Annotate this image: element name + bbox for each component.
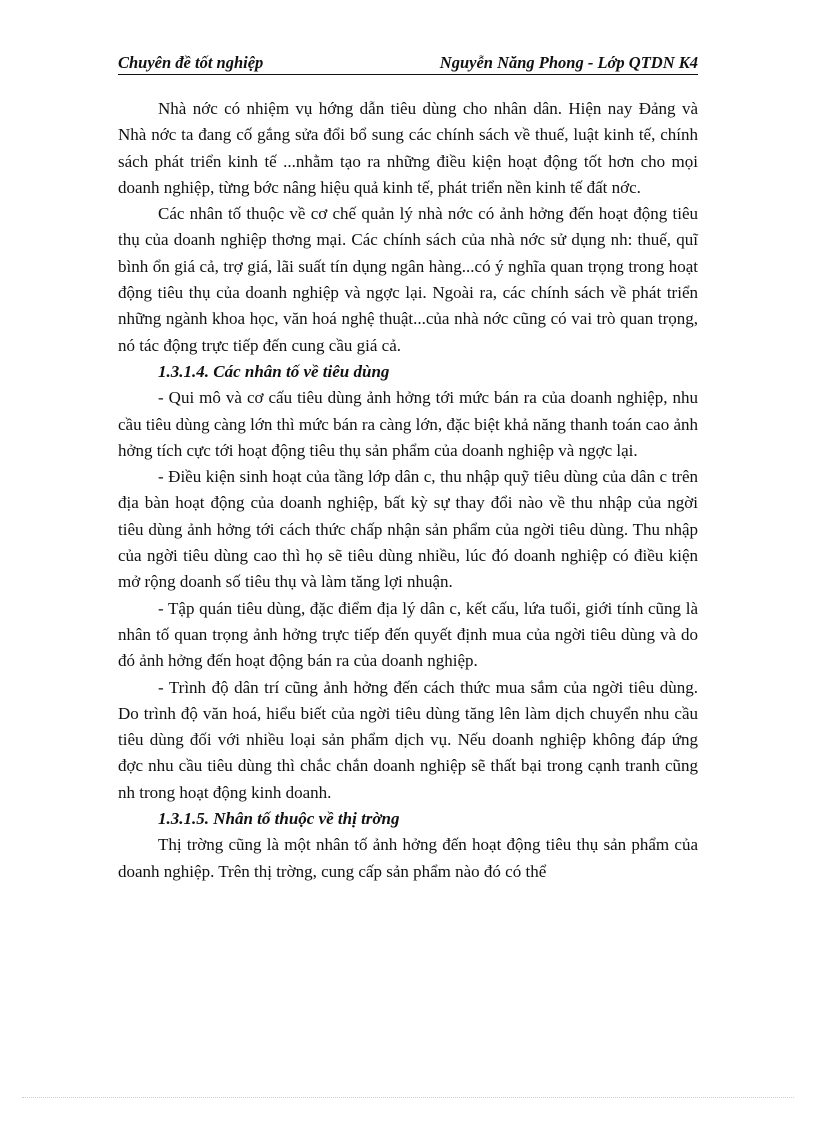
paragraph: - Trình độ dân trí cũng ảnh hởng đến cách thức mua sắm của ngời tiêu dùng. Do trình độ văn hoá, hiểu biết của ngời tiêu dùng tăng lên làm dịch chuyển nhu cầu tiêu dùng đối với nhiều loại sản phẩm dịch vụ. Nếu doanh nghiệp không đáp ứng đợc nhu cầu tiêu dùng thì chắc chắn doanh nghiệp sẽ thất bại trong cạnh tranh cũng nh trong hoạt động kinh doanh. xyxy=(118,677,698,802)
paragraph: Nhà nớc có nhiệm vụ hớng dẫn tiêu dùng cho nhân dân. Hiện nay Đảng và Nhà nớc ta đang cố gắng sửa đổi bổ sung các chính sách về thuế, luật kinh tế, chính sách phát triển kinh tế ...nhằm tạo ra những điều kiện hoạt động tốt hơn cho mọi doanh nghiệp, từng bớc nâng hiệu quả kinh tế, phát triển nền kinh tế đất nớc. xyxy=(118,99,698,197)
page-bottom-divider xyxy=(22,1097,794,1098)
header-author: Nguyễn Năng Phong - Lớp QTDN K4 xyxy=(439,53,698,72)
header-doc-title: Chuyên đề tốt nghiệp xyxy=(118,53,264,72)
paragraph: Các nhân tố thuộc về cơ chế quản lý nhà nớc có ảnh hởng đến hoạt động tiêu thụ của doanh nghiệp thơng mại. Các chính sách của nhà nớc sử dụng nh: thuế, quĩ bình ổn giá cả, trợ giá, lãi suất tín dụng ngân hàng...có ý nghĩa quan trọng trong hoạt động tiêu thụ của doanh nghiệp và ngợc lại. Ngoài ra, các chính sách về phát triển những ngành khoa học, văn hoá nghệ thuật...của nhà nớc cũng có vai trò quan trọng, nó tác động trực tiếp đến cung cầu giá cả. xyxy=(118,204,698,355)
section-heading: 1.3.1.4. Các nhân tố về tiêu dùng xyxy=(158,361,390,381)
page-header xyxy=(118,52,698,75)
paragraph: Thị trờng cũng là một nhân tố ảnh hởng đến hoạt động tiêu thụ sản phẩm của doanh nghiệp. Trên thị trờng, cung cấp sản phẩm nào đó có thể xyxy=(118,835,698,881)
paragraph: - Qui mô và cơ cấu tiêu dùng ảnh hởng tới mức bán ra của doanh nghiệp, nhu cầu tiêu dùng càng lớn thì mức bán ra càng lớn, đặc biệt khả năng thanh toán cao ảnh hởng tích cực tới hoạt động tiêu thụ sản phẩm của doanh nghiệp và ngợc lại. xyxy=(118,388,698,460)
section-heading: 1.3.1.5. Nhân tố thuộc về thị trờng xyxy=(158,809,400,829)
paragraph: - Điều kiện sinh hoạt của tầng lớp dân c, thu nhập quỹ tiêu dùng của dân c trên địa bàn hoạt động của doanh nghiệp, bất kỳ sự thay đổi nào về thu nhập của ngời tiêu dùng ảnh hởng tới cách thức chấp nhận sản phẩm của ngời tiêu dùng. Thu nhập của ngời tiêu dùng cao thì họ sẽ tiêu dùng nhiều, lúc đó doanh nghiệp có điều kiện mở rộng doanh số tiêu thụ và làm tăng lợi nhuận. xyxy=(118,467,698,592)
paragraph: - Tập quán tiêu dùng, đặc điểm địa lý dân c, kết cấu, lứa tuổi, giới tính cũng là nhân tố quan trọng ảnh hởng trực tiếp đến quyết định mua của ngời tiêu dùng và do đó ảnh hởng đến hoạt động bán ra của doanh nghiệp. xyxy=(118,598,698,671)
document-body xyxy=(118,96,698,885)
